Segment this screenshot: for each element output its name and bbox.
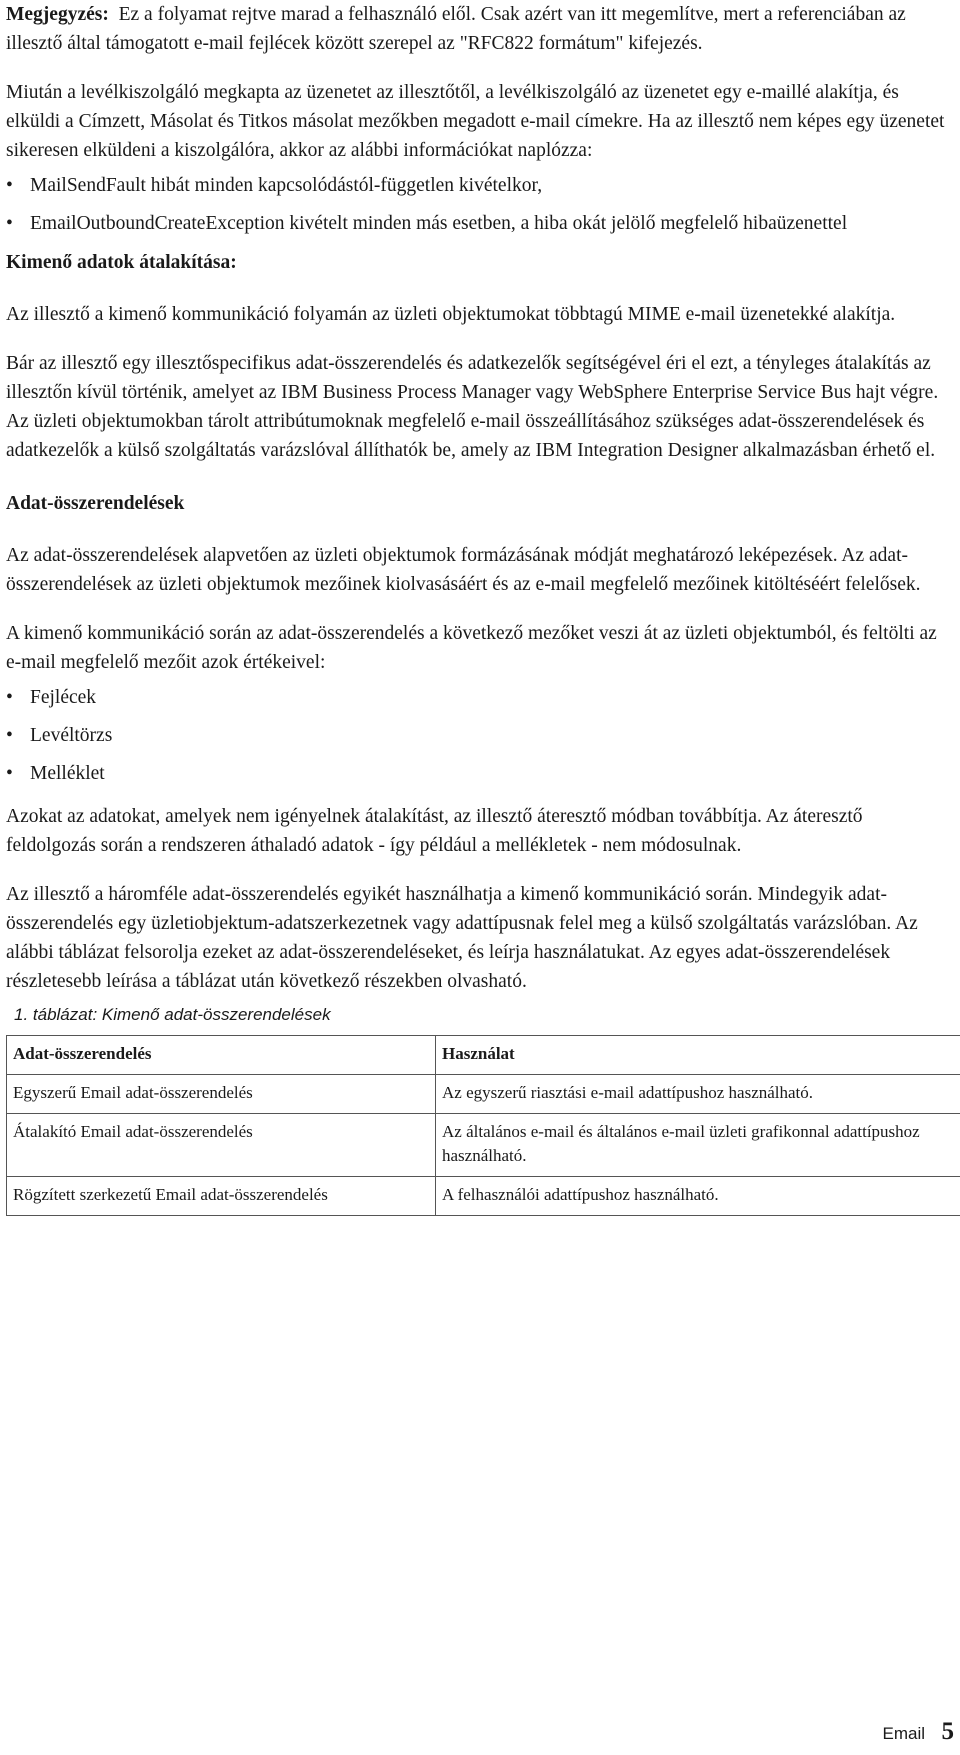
list-item: • Levéltörzs bbox=[6, 721, 956, 750]
transform-paragraph-1: Az illesztő a kimenő kommunikáció folyamán az üzleti objektumokat többtagú MIME e-mail üzenetekké alakítja. bbox=[6, 304, 896, 325]
table-row bbox=[7, 1114, 960, 1177]
bindings-table bbox=[6, 1035, 960, 1216]
passthrough-paragraph: Azokat az adatokat, amelyek nem igényelnek átalakítást, az illesztő áteresztő módban továbbítja. Az áteresztő feldolgozás során a rendszeren áthaladó adatok - így például a mellékletek - nem módosulnak. bbox=[6, 806, 863, 856]
table-caption: 1. táblázat: Kimenő adat-összerendelések bbox=[14, 1005, 331, 1024]
bindings-paragraph-2: A kimenő kommunikáció során az adat-összerendelés a következő mezőket veszi át az üzleti objektumból, és feltölti az e-mail megfelelő mezőit azok értékeivel: bbox=[6, 623, 937, 673]
column-header: Használat bbox=[436, 1036, 960, 1075]
section-heading-bindings: Adat-összerendelések bbox=[6, 493, 185, 514]
table-header-row bbox=[7, 1036, 960, 1075]
table-cell: Átalakító Email adat-összerendelés bbox=[7, 1114, 436, 1177]
table-cell: Az egyszerű riasztási e-mail adattípushoz használható. bbox=[436, 1075, 960, 1114]
section-heading-transform: Kimenő adatok átalakítása: bbox=[6, 252, 237, 273]
note-paragraph bbox=[6, 0, 956, 58]
three-bindings-paragraph: Az illesztő a háromféle adat-összerendelés egyikét használhatja a kimenő kommunikáció során. Mindegyik adat-összerendelés egy üzletiobjektum-adatszerkezetnek vagy adattípusnak felel meg a külső szolgáltatás varázslóban. Az alábbi táblázat felsorolja ezeket az adat-összerendeléseket, és leírja használatukat. Az egyes adat-összerendelések részletesebb leírása a táblázat után következő részekben olvasható. bbox=[6, 884, 918, 992]
bindings-paragraph-1: Az adat-összerendelések alapvetően az üzleti objektumok formázásának módját meghatározó leképezések. Az adat-összerendelések az üzleti objektumok mezőinek kiolvasásáért és az e-mail megfelelő mezőinek kitöltéséért felelősek. bbox=[6, 545, 921, 595]
list-item: • Melléklet bbox=[6, 759, 956, 788]
footer-label: Email bbox=[882, 1724, 926, 1743]
note-label: Megjegyzés: bbox=[6, 4, 109, 25]
send-paragraph: Miután a levélkiszolgáló megkapta az üzenetet az illesztőtől, a levélkiszolgáló az üzenetet egy e-maillé alakítja, és elküldi a Címzett, Másolat és Titkos másolat mezőkben megadott e-mail címekre. Ha az illesztő nem képes egy üzenetet sikeresen elküldeni a kiszolgálóra, akkor az alábbi információkat naplózza: bbox=[6, 82, 945, 161]
note-text: Ez a folyamat rejtve marad a felhasználó elől. Csak azért van itt megemlítve, mert a referenciában az illesztő által támogatott e-mail fejlécek között szerepel az "RFC822 formátum" kifejezés. bbox=[6, 4, 906, 54]
page-footer bbox=[883, 1718, 954, 1746]
list-item: • MailSendFault hibát minden kapcsolódástól-független kivételkor, bbox=[6, 171, 956, 200]
table-row bbox=[7, 1177, 960, 1216]
log-list bbox=[6, 171, 956, 238]
table-cell: Egyszerű Email adat-összerendelés bbox=[7, 1075, 436, 1114]
list-item: • EmailOutboundCreateException kivételt minden más esetben, a hiba okát jelölő megfelelő hibaüzenettel bbox=[6, 209, 956, 238]
list-item: • Fejlécek bbox=[6, 683, 956, 712]
page-number: 5 bbox=[941, 1718, 954, 1745]
table-cell: Rögzített szerkezetű Email adat-összerendelés bbox=[7, 1177, 436, 1216]
column-header: Adat-összerendelés bbox=[7, 1036, 436, 1075]
transform-paragraph-2: Bár az illesztő egy illesztőspecifikus adat-összerendelés és adatkezelők segítségével éri el ezt, a tényleges átalakítás az illesztőn kívül történik, amelyet az IBM Business Process Manager vagy WebSphere Enterprise Service Bus hajt végre. Az üzleti objektumokban tárolt attribútumoknak megfelelő e-mail összeállításához szükséges adat-összerendelések és adatkezelők a külső szolgáltatás varázslóval állíthatók be, amely az IBM Integration Designer alkalmazásban érhető el. bbox=[6, 353, 939, 461]
document-page bbox=[6, 0, 956, 1216]
table-row bbox=[7, 1075, 960, 1114]
field-list bbox=[6, 683, 956, 788]
table-cell: A felhasználói adattípushoz használható. bbox=[436, 1177, 960, 1216]
table-cell: Az általános e-mail és általános e-mail üzleti grafikonnal adattípushoz használható. bbox=[436, 1114, 960, 1177]
